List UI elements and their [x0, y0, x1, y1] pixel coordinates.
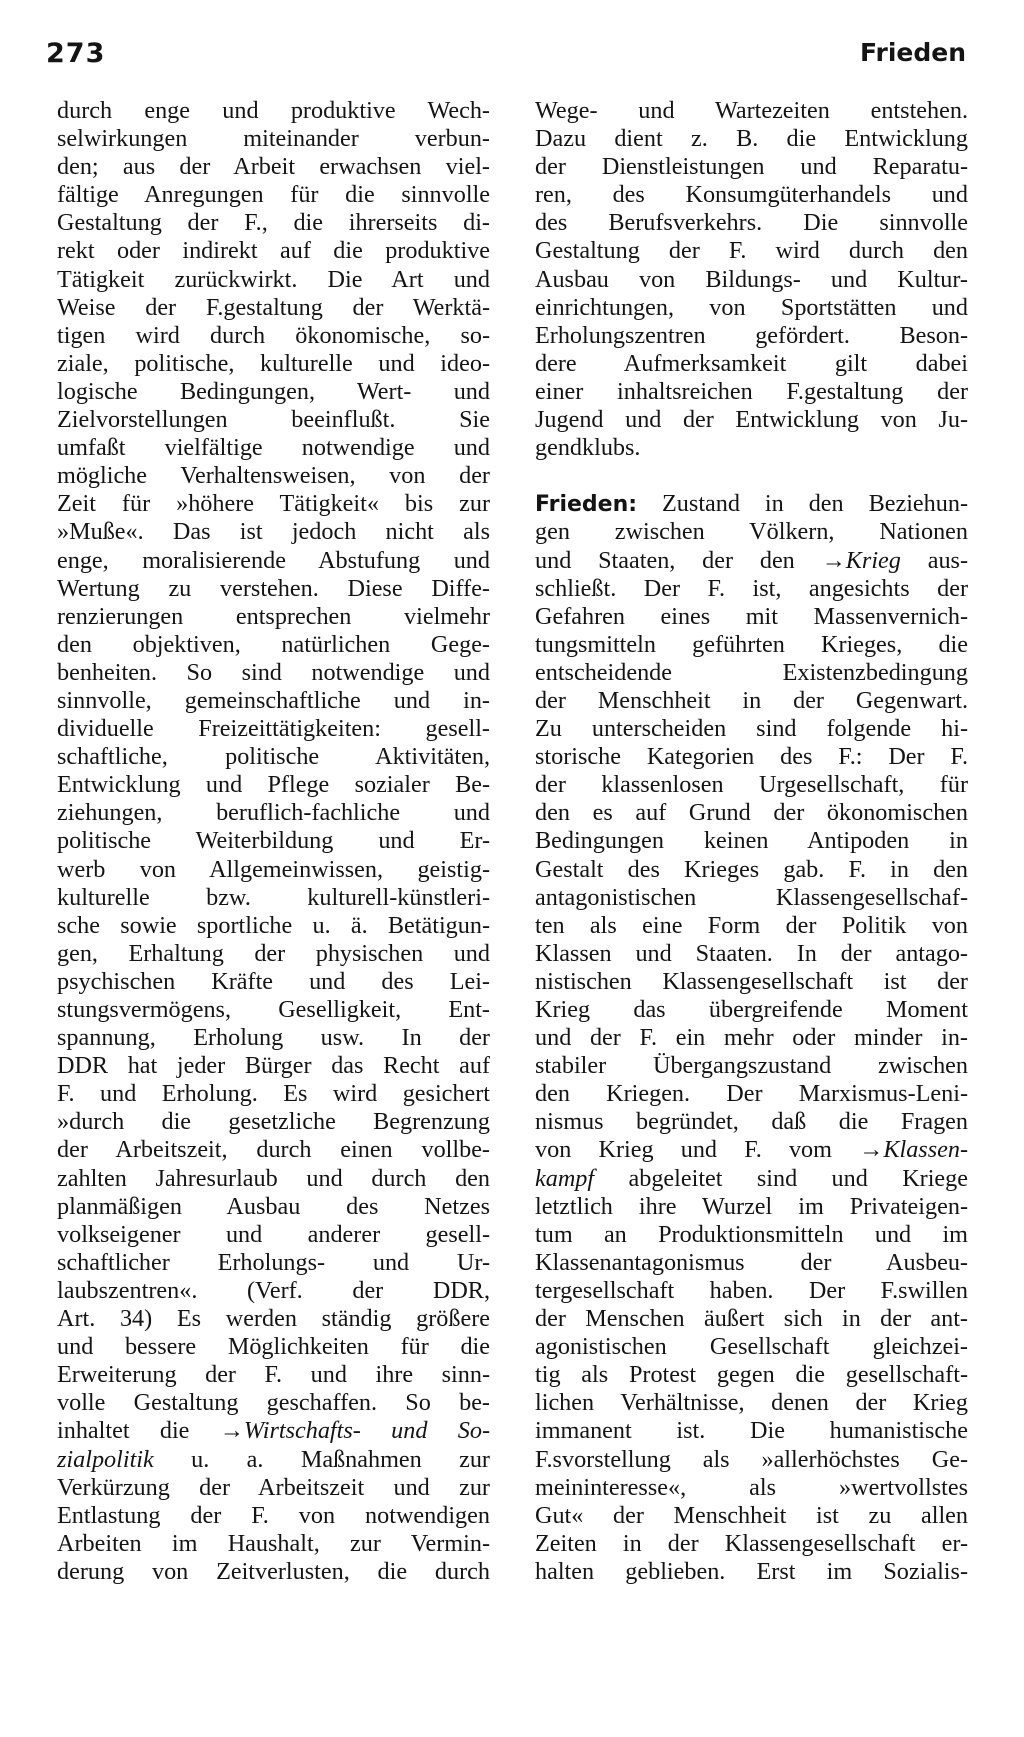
text-run: sche sowie sportliche u. ä. Betätigun- — [57, 911, 490, 939]
text-run: der Dienstleistungen und Reparatu- — [535, 153, 968, 181]
text-line — [57, 237, 490, 265]
text-line — [57, 153, 490, 181]
text-run: Dazu dient z. B. die Entwicklung — [535, 125, 968, 153]
text-run: renzierungen entsprechen vielmehr — [57, 602, 490, 630]
cross-reference: Krieg — [845, 546, 901, 574]
text-line — [535, 1502, 968, 1530]
text-line — [57, 743, 490, 771]
text-run: tum an Produktionsmitteln und im — [535, 1220, 968, 1248]
text-run: F.svorstellung als »allerhöchstes Ge- — [535, 1445, 968, 1473]
text-run: gen zwischen Völkern, Nationen — [535, 518, 968, 546]
text-run: durch enge und produktive Wech- — [57, 97, 490, 124]
text-run: sinnvolle, gemeinschaftliche und in- — [57, 686, 490, 714]
text-line — [57, 266, 490, 294]
text-line — [535, 799, 968, 827]
text-line — [535, 1052, 968, 1080]
text-line — [535, 181, 968, 209]
text-run: antagonistischen Klassengesellschaf- — [535, 883, 968, 911]
text-line — [535, 350, 968, 378]
text-line — [535, 209, 968, 237]
text-run: enge, moralisierende Abstufung und — [57, 546, 490, 574]
text-run: F. und Erholung. Es wird gesichert — [57, 1080, 490, 1108]
text-run: und der F. ein mehr oder minder in- — [535, 1024, 968, 1052]
text-line — [57, 1221, 490, 1249]
text-line — [535, 406, 968, 434]
page-header — [0, 38, 1024, 78]
page-number: 273 — [46, 38, 106, 69]
text-line — [535, 1165, 968, 1193]
text-run: tig als Protest gegen die gesellschaft- — [535, 1361, 968, 1389]
text-line — [535, 1389, 968, 1417]
text-run: ten als eine Form der Politik von — [535, 911, 968, 939]
text-line — [57, 1024, 490, 1052]
text-run: umfaßt vielfältige notwendige und — [57, 434, 490, 462]
text-run: dividuelle Freizeittätigkeiten: gesell- — [57, 715, 490, 743]
text-line — [535, 1108, 968, 1136]
text-run: Bedingungen keinen Antipoden in — [535, 827, 968, 855]
text-run: Krieg das übergreifende Moment — [535, 996, 968, 1023]
text-line — [57, 1502, 490, 1530]
text-run: rekt oder indirekt auf die produktive — [57, 237, 490, 265]
text-line — [57, 884, 490, 912]
text-line — [535, 827, 968, 855]
left-column — [57, 97, 490, 1586]
entry-headword: Frieden: — [535, 492, 638, 518]
text-line — [57, 1389, 490, 1417]
text-line — [57, 940, 490, 968]
text-run: Ausbau von Bildungs- und Kultur- — [535, 265, 968, 293]
text-line — [535, 434, 968, 462]
text-run: Wege- und Wartezeiten entstehen. — [535, 97, 968, 124]
text-run: politische Weiterbildung und Er- — [57, 827, 490, 855]
text-line — [535, 294, 968, 322]
text-line — [57, 1558, 490, 1586]
text-run: laubszentren«. (Verf. der DDR, — [57, 1276, 490, 1304]
text-run: Entwicklung und Pflege sozialer Be- — [57, 771, 490, 799]
cross-reference: Klassen- — [883, 1136, 968, 1164]
text-run: Gestaltung der F., die ihrerseits di- — [57, 209, 490, 237]
text-line — [57, 771, 490, 799]
text-line — [535, 968, 968, 996]
text-line — [535, 603, 968, 631]
text-run: tungsmitteln geführten Krieges, die — [535, 630, 968, 658]
text-run: lichen Verhältnisse, denen der Krieg — [535, 1389, 968, 1417]
text-run: schaftlicher Erholungs- und Ur- — [57, 1248, 490, 1276]
text-run: stabiler Übergangszustand zwischen — [535, 1052, 968, 1080]
text-line — [57, 1080, 490, 1108]
text-run: Tätigkeit zurückwirkt. Die Art und — [57, 265, 490, 293]
text-run: Zeit für »höhere Tätigkeit« bis zur — [57, 490, 490, 518]
text-line — [57, 322, 490, 350]
arrow-icon: → — [859, 1136, 884, 1164]
text-line — [535, 771, 968, 799]
text-run: Wertung zu verstehen. Diese Diffe- — [57, 574, 490, 602]
text-line — [535, 1530, 968, 1558]
text-line — [57, 575, 490, 603]
text-run: abgeleitet sind und Kriege — [594, 1164, 968, 1192]
cross-reference: Wirtschafts- und So- — [243, 1417, 490, 1445]
text-run: selwirkungen miteinander verbun- — [57, 125, 490, 153]
text-line — [535, 153, 968, 181]
text-line — [57, 856, 490, 884]
text-line — [57, 659, 490, 687]
text-run: den es auf Grund der ökonomischen — [535, 799, 968, 827]
text-run: meininteresse«, als »wertvollstes — [535, 1473, 968, 1501]
text-run: fältige Anregungen für die sinnvolle — [57, 181, 490, 209]
text-run: volkseigener und anderer gesell- — [57, 1220, 490, 1248]
text-line — [57, 1474, 490, 1502]
text-run: »Muße«. Das ist jedoch nicht als — [57, 518, 490, 546]
text-line — [57, 827, 490, 855]
text-run: Art. 34) Es werden ständig größere — [57, 1305, 490, 1333]
text-run: tergesellschaft haben. Der F.swillen — [535, 1276, 968, 1304]
text-line — [57, 687, 490, 715]
text-run: werb von Allgemeinwissen, geistig- — [57, 855, 490, 883]
text-line — [57, 406, 490, 434]
text-line — [57, 799, 490, 827]
text-line — [57, 294, 490, 322]
cross-reference: kampf — [535, 1164, 595, 1192]
text-run: Klassen und Staaten. In der antago- — [535, 939, 968, 967]
text-line — [535, 659, 968, 687]
text-line — [57, 97, 490, 125]
text-run: und bessere Möglichkeiten für die — [57, 1333, 490, 1361]
text-line — [57, 1361, 490, 1389]
text-line — [535, 575, 968, 603]
text-line — [535, 996, 968, 1024]
text-run: derung von Zeitverlusten, die durch — [57, 1557, 490, 1585]
text-run: Entlastung der F. von notwendigen — [57, 1501, 490, 1529]
text-run: u. a. Maßnahmen zur — [153, 1445, 490, 1473]
text-line — [535, 1446, 968, 1474]
text-run: zahlten Jahresurlaub und durch den — [57, 1164, 490, 1192]
text-line — [535, 1136, 968, 1164]
text-line — [57, 125, 490, 153]
text-line — [535, 1249, 968, 1277]
text-line — [57, 1193, 490, 1221]
text-line — [57, 1417, 490, 1445]
text-run: »durch die gesetzliche Begrenzung — [57, 1108, 490, 1136]
text-line — [535, 631, 968, 659]
text-line — [57, 547, 490, 575]
text-run: Gestalt des Krieges gab. F. in den — [535, 855, 968, 883]
text-run: letztlich ihre Wurzel im Privateigen- — [535, 1192, 968, 1220]
text-run: psychischen Kräfte und des Lei- — [57, 967, 490, 995]
text-run: planmäßigen Ausbau des Netzes — [57, 1192, 490, 1220]
text-run: einrichtungen, von Sportstätten und — [535, 293, 968, 321]
text-run: dere Aufmerksamkeit gilt dabei — [535, 349, 968, 377]
text-line — [535, 687, 968, 715]
text-line — [535, 1277, 968, 1305]
text-run: kulturelle bzw. kulturell-künstleri- — [57, 883, 490, 911]
text-line — [535, 743, 968, 771]
text-run: ziehungen, beruflich-fachliche und — [57, 799, 490, 827]
text-line — [57, 434, 490, 462]
text-line — [535, 1221, 968, 1249]
text-run: schaftliche, politische Aktivitäten, — [57, 743, 490, 771]
text-line — [57, 518, 490, 546]
text-run: Zu unterscheiden sind folgende hi- — [535, 715, 968, 743]
text-line — [535, 1080, 968, 1108]
text-run: entscheidende Existenzbedingung — [535, 658, 968, 686]
text-run: Zustand in den Beziehun- — [637, 490, 968, 518]
text-run: Gestaltung der F. wird durch den — [535, 237, 968, 265]
text-run: tigen wird durch ökonomische, so- — [57, 321, 490, 349]
text-run: immanent ist. Die humanistische — [535, 1417, 968, 1445]
text-line — [535, 715, 968, 743]
text-line — [57, 1277, 490, 1305]
text-line — [535, 1333, 968, 1361]
text-run: Arbeiten im Haushalt, zur Vermin- — [57, 1529, 490, 1557]
text-line — [535, 266, 968, 294]
text-run: der Menschheit in der Gegenwart. — [535, 686, 968, 714]
text-line — [535, 1558, 968, 1586]
text-run: von Krieg und F. vom — [535, 1136, 860, 1164]
text-line — [535, 1305, 968, 1333]
arrow-icon: → — [219, 1417, 244, 1445]
text-line — [57, 968, 490, 996]
text-run: den Kriegen. Der Marxismus-Leni- — [535, 1080, 968, 1108]
text-line — [535, 856, 968, 884]
text-run: ren, des Konsumgüterhandels und — [535, 181, 968, 209]
text-run: halten geblieben. Erst im Sozialis- — [535, 1557, 968, 1585]
text-run: Verkürzung der Arbeitszeit und zur — [57, 1473, 490, 1501]
text-line — [57, 912, 490, 940]
text-line — [57, 350, 490, 378]
text-run: Gefahren eines mit Massenvernich- — [535, 602, 968, 630]
text-run: gen, Erhaltung der physischen und — [57, 939, 490, 967]
text-line — [57, 1108, 490, 1136]
text-run: Erweiterung der F. und ihre sinn- — [57, 1361, 490, 1389]
text-run: den objektiven, natürlichen Gege- — [57, 630, 490, 658]
text-line — [535, 97, 968, 125]
text-line — [57, 181, 490, 209]
text-run: Erholungszentren gefördert. Beson- — [535, 321, 968, 349]
text-line — [57, 631, 490, 659]
text-run: inhaltet die — [57, 1417, 220, 1445]
cross-reference: zialpolitik — [57, 1445, 154, 1473]
text-line — [57, 1530, 490, 1558]
text-run: spannung, Erholung usw. In der — [57, 1024, 490, 1052]
text-line — [535, 237, 968, 265]
text-run: der klassenlosen Urgesellschaft, für — [535, 771, 968, 799]
text-line — [535, 1474, 968, 1502]
text-run: Klassenantagonismus der Ausbeu- — [535, 1248, 968, 1276]
text-line — [535, 125, 968, 153]
text-run: agonistischen Gesellschaft gleichzei- — [535, 1333, 968, 1361]
text-line — [57, 603, 490, 631]
text-run: storische Kategorien des F.: Der F. — [535, 743, 968, 771]
text-run: schließt. Der F. ist, angesichts der — [535, 574, 968, 602]
text-line — [57, 1249, 490, 1277]
text-line — [535, 1361, 968, 1389]
text-line — [57, 378, 490, 406]
text-line — [57, 209, 490, 237]
text-run: gendklubs. — [535, 434, 641, 462]
text-run: Jugend und der Entwicklung von Ju- — [535, 406, 968, 434]
text-line — [57, 462, 490, 490]
text-line — [57, 715, 490, 743]
text-line — [535, 547, 968, 575]
text-run: und Staaten, der den — [535, 546, 822, 574]
text-run: der Arbeitszeit, durch einen vollbe- — [57, 1136, 490, 1164]
text-run: den; aus der Arbeit erwachsen viel- — [57, 153, 490, 181]
text-run: logische Bedingungen, Wert- und — [57, 377, 490, 405]
text-run: nismus begründet, daß die Fragen — [535, 1108, 968, 1136]
arrow-icon: → — [821, 546, 846, 574]
text-line — [535, 378, 968, 406]
running-head: Frieden — [860, 38, 966, 67]
text-run: des Berufsverkehrs. Die sinnvolle — [535, 209, 968, 237]
text-run: nistischen Klassengesellschaft ist der — [535, 967, 968, 995]
text-line — [57, 490, 490, 518]
text-run: aus- — [900, 546, 968, 574]
text-run: mögliche Verhaltensweisen, von der — [57, 462, 490, 490]
text-run: Zielvorstellungen beeinflußt. Sie — [57, 406, 490, 434]
paragraph-gap — [535, 462, 968, 490]
text-line — [535, 884, 968, 912]
text-run: stungsvermögens, Geselligkeit, Ent- — [57, 996, 490, 1023]
text-line — [57, 1333, 490, 1361]
text-line — [535, 518, 968, 546]
text-run: Zeiten in der Klassengesellschaft er- — [535, 1529, 968, 1557]
text-line — [535, 322, 968, 350]
text-run: der Menschen äußert sich in der ant- — [535, 1305, 968, 1333]
text-line — [57, 1165, 490, 1193]
text-line — [535, 1193, 968, 1221]
text-run: Weise der F.gestaltung der Werktä- — [57, 293, 490, 321]
text-run: einer inhaltsreichen F.gestaltung der — [535, 377, 968, 405]
text-line — [535, 940, 968, 968]
text-line — [57, 1446, 490, 1474]
text-line — [57, 1305, 490, 1333]
text-run: volle Gestaltung geschaffen. So be- — [57, 1389, 490, 1417]
text-line — [535, 1417, 968, 1445]
text-run: ziale, politische, kulturelle und ideo- — [57, 349, 490, 377]
right-column — [535, 97, 968, 1586]
text-run: Gut« der Menschheit ist zu allen — [535, 1501, 968, 1529]
text-line — [57, 1052, 490, 1080]
text-run: benheiten. So sind notwendige und — [57, 658, 490, 686]
text-line — [535, 490, 968, 518]
text-run: DDR hat jeder Bürger das Recht auf — [57, 1052, 490, 1080]
text-line — [57, 996, 490, 1024]
text-line — [535, 1024, 968, 1052]
text-line — [57, 1136, 490, 1164]
text-line — [535, 912, 968, 940]
